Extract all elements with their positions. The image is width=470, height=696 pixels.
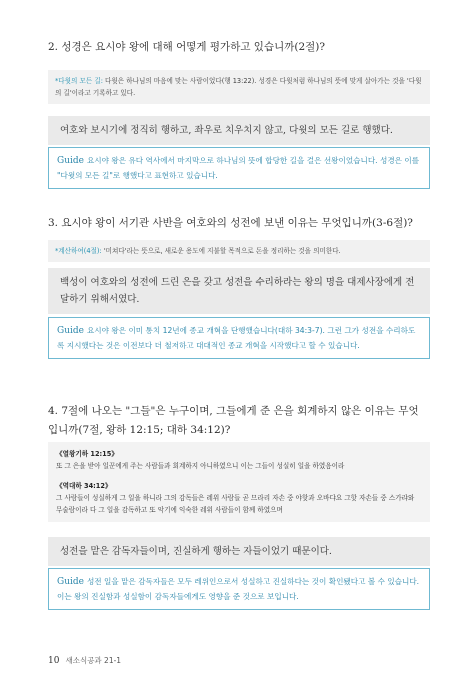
- scripture-ref-box: [48, 442, 430, 522]
- question-2: 2. 성경은 요시야 왕에 대해 어떻게 평가하고 있습니까(2절)?: [48, 41, 326, 53]
- answer-box-q3: 백성이 여호와의 성전에 드린 은을 갖고 성전을 수리하라는 왕의 명을 대제사장에게 전달하기 위해서였다.: [48, 268, 430, 314]
- guide-label: Guide: [57, 326, 84, 336]
- page-number: 10: [48, 656, 60, 666]
- book-title: 새소식공과 21-1: [65, 656, 122, 665]
- note-box-q2: [48, 70, 430, 104]
- ref-text-2kings: 또 그 은을 받아 일꾼에게 주는 사람들과 회계하지 아니하였으니 이는 그들이 성실히 일을 하였음이라: [56, 462, 345, 470]
- guide-box-q3: [48, 317, 430, 359]
- guide-label: Guide: [57, 156, 84, 166]
- note-text: 다윗은 하나님의 마음에 맞는 사람이었다(행 13:22). 성경은 다윗처럼 하나님의 뜻에 맞게 살아가는 것을 '다윗의 길'이라고 기록하고 있다.: [55, 77, 422, 97]
- note-term: *계산하여(4절):: [55, 247, 102, 255]
- answer-box-q2: 여호와 보시기에 정직히 행하고, 좌우로 치우치지 않고, 다윗의 모든 길로 행했다.: [48, 116, 430, 145]
- note-text: '미쳐다'라는 뜻으로, 새로운 용도에 지불할 목적으로 돈을 정리하는 것을 의미한다.: [101, 247, 341, 255]
- ref-title-2chronicles: 《역대하 34:12》: [56, 482, 112, 490]
- question-3: 3. 요시야 왕이 서기관 사반을 여호와의 성전에 보낸 이유는 무엇입니까(3-6절)?: [48, 217, 413, 229]
- guide-label: Guide: [57, 577, 84, 587]
- question-4: 4. 7절에 나오는 "그들"은 누구이며, 그들에게 준 은을 회계하지 않은 이유는 무엇입니까(7절, 왕하 12:15; 대하 34:12)?: [48, 405, 419, 436]
- note-term: *다윗의 모든 길:: [55, 77, 103, 85]
- guide-text: 요시야 왕은 유다 역사에서 마지막으로 하나님의 뜻에 합당한 길을 걸은 선왕이었습니다. 성경은 이를 "다윗의 모든 길"로 행했다고 표현하고 있습니다.: [57, 156, 420, 180]
- ref-text-2chronicles: 그 사람들이 성실하게 그 일을 하니라 그의 감독들은 레위 사람들 곧 므라리 자손 중 야핫과 오바댜요 그핫 자손들 중 스가랴와 무술람이라 다 그 일을 감독하고 또 악기에 익숙한 레위 사람들이 함께 하였으며: [56, 494, 415, 514]
- guide-box-q4: [48, 568, 430, 610]
- guide-text: 요시야 왕은 이미 통치 12년에 종교 개혁을 단행했습니다(대하 34:3-7). 그런 그가 성전을 수리하도록 지시했다는 것은 이전보다 더 철저하고 대대적인 종교 개혁을 시작했다고 할 수 있습니다.: [57, 326, 416, 350]
- ref-title-2kings: 《열왕기하 12:15》: [56, 450, 118, 458]
- guide-box-q2: [48, 147, 430, 189]
- answer-box-q4: 성전을 맡은 감독자들이며, 진실하게 행하는 자들이었기 때문이다.: [48, 537, 430, 566]
- page-footer: [48, 655, 121, 666]
- note-box-q3: [48, 240, 430, 262]
- guide-text: 성전 일을 맡은 감독자들은 모두 레위인으로서 성실하고 진실하다는 것이 확인됐다고 볼 수 있습니다. 이는 왕의 진실함과 성실함이 감독자들에게도 영향을 준 것으로 보입니다.: [57, 577, 420, 601]
